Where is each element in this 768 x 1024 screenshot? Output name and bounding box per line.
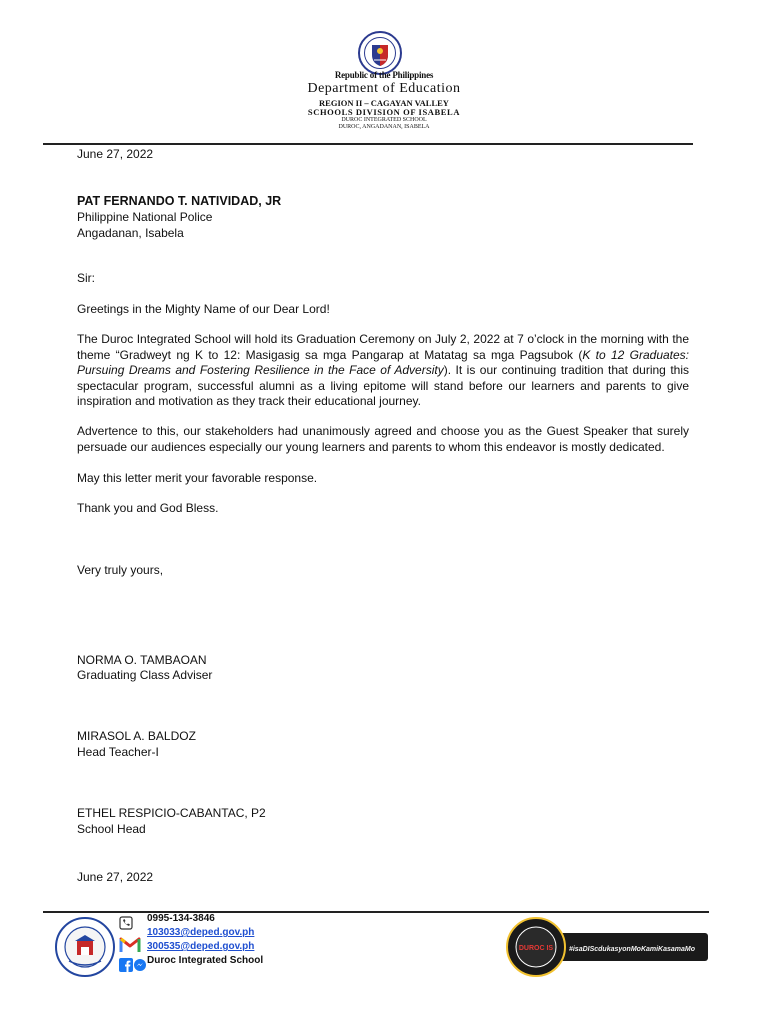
gmail-icon bbox=[119, 934, 141, 954]
recipient-organization: Philippine National Police bbox=[77, 210, 213, 224]
recipient-location: Angadanan, Isabela bbox=[77, 226, 184, 240]
hashtag-text: #isaDIScdukasyonMoKamiKasamaMo bbox=[568, 946, 696, 953]
footer-date: June 27, 2022 bbox=[77, 870, 154, 884]
hashtag-banner-logo bbox=[500, 917, 710, 977]
signatory-title: Graduating Class Adviser bbox=[77, 668, 213, 682]
recipient-name: PAT FERNANDO T. NATIVIDAD, JR bbox=[77, 194, 282, 208]
signatory-name: MIRASOL A. BALDOZ bbox=[77, 729, 196, 743]
email-link-1[interactable]: 103033@deped.gov.ph bbox=[147, 927, 255, 938]
complimentary-close: Very truly yours, bbox=[77, 563, 164, 577]
footer-divider bbox=[43, 911, 709, 913]
school-name-line: DUROC INTEGRATED SCHOOL bbox=[341, 117, 427, 123]
region-line: REGION II – CAGAYAN VALLEY bbox=[319, 98, 449, 108]
logo-text: DUROC IS bbox=[518, 945, 554, 952]
body-paragraph-3: May this letter merit your favorable response. bbox=[77, 471, 318, 485]
paragraph-1-text-a: The Duroc Integrated School will hold its Graduation Ceremony on July 2, 2022 at 7 o’clock in the morning with the theme “Gradweyt ng K to 12: Masigasig sa mga Pangarap at Matatag sa mga Pagsubok ( bbox=[77, 332, 689, 362]
body-paragraph-1 bbox=[77, 332, 689, 410]
school-address-line: DUROC, ANGADANAN, ISABELA bbox=[338, 124, 430, 130]
department-title: Department of Education bbox=[307, 81, 461, 96]
deped-seal-logo bbox=[358, 31, 402, 75]
body-paragraph-4: Thank you and God Bless. bbox=[77, 501, 219, 515]
phone-icon bbox=[119, 916, 133, 930]
republic-line: Republic of the Philippines bbox=[334, 70, 434, 80]
greeting: Greetings in the Mighty Name of our Dear Lord! bbox=[77, 302, 330, 316]
paragraph-1-text-b: ). It is our continuing tradition that during this spectacular program, successful alumni as a living epitome will stand before our learners and parents to give inspiration and motivation as they track their educational journey. bbox=[77, 363, 689, 408]
signatory-title: School Head bbox=[77, 822, 146, 836]
body-paragraph-2: Advertence to this, our stakeholders had unanimously agreed and choose you as the Guest Speaker that surely persuade our audiences especially our young learners and parents to whom this endeavor is mostly dedicated. bbox=[77, 424, 689, 454]
paragraph-1-italic-translation: K to 12 Graduates: Pursuing Dreams and Fostering Resilience in the Face of Adversity bbox=[77, 347, 690, 377]
facebook-icon bbox=[119, 958, 133, 972]
messenger-icon bbox=[134, 959, 146, 971]
signatory-name: NORMA O. TAMBAOAN bbox=[77, 653, 207, 667]
division-line: SCHOOLS DIVISION OF ISABELA bbox=[307, 107, 461, 117]
signatory-name: ETHEL RESPICIO-CABANTAC, P2 bbox=[77, 806, 266, 820]
email-link-2[interactable]: 300535@deped.gov.ph bbox=[147, 941, 255, 952]
signatory-title: Head Teacher-I bbox=[77, 745, 159, 759]
letter-date: June 27, 2022 bbox=[77, 147, 154, 161]
school-seal-logo bbox=[55, 917, 115, 977]
salutation: Sir: bbox=[77, 271, 95, 285]
header-divider bbox=[43, 143, 693, 145]
phone-number: 0995-134-3846 bbox=[147, 913, 215, 924]
facebook-page-name: Duroc Integrated School bbox=[147, 955, 264, 966]
